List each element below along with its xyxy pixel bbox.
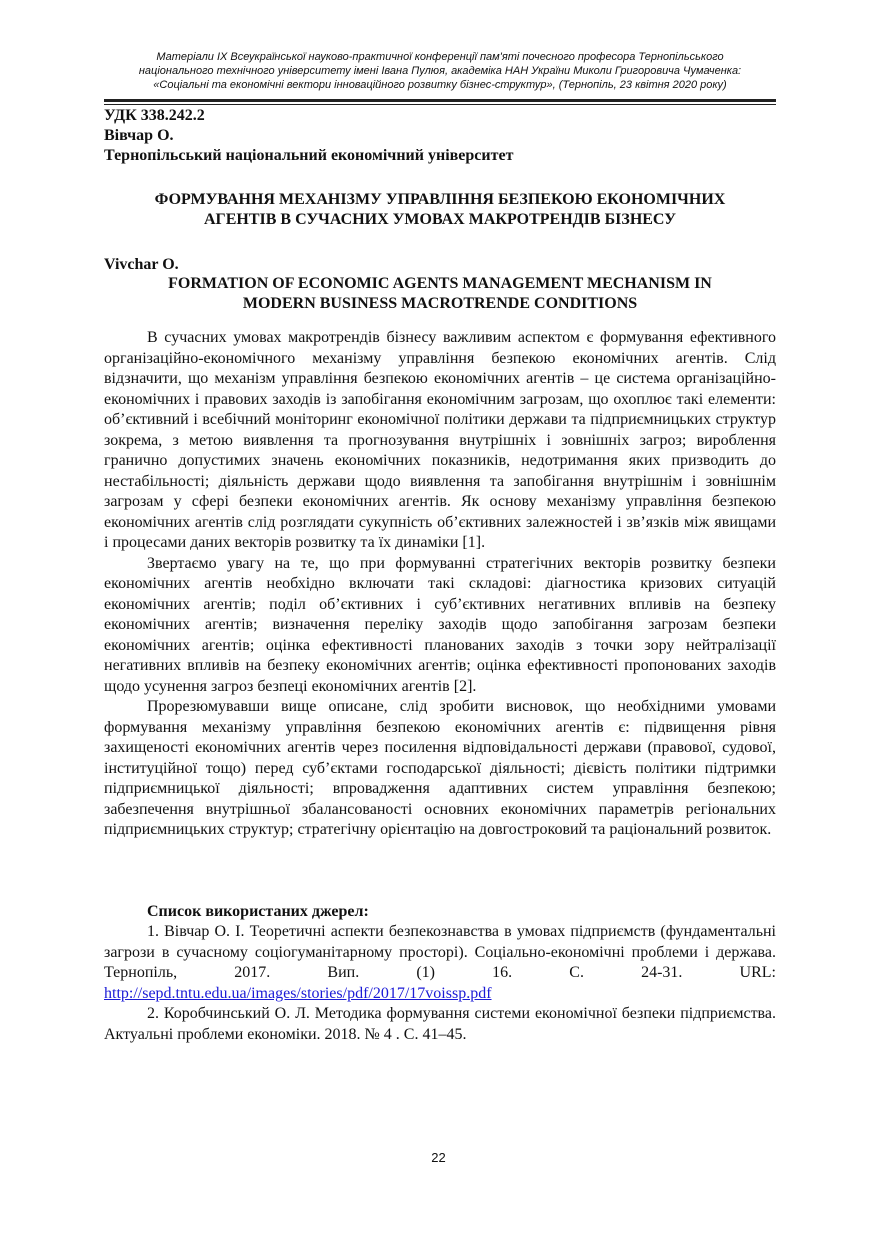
article-body [104, 328, 776, 841]
running-header [100, 50, 780, 92]
reference-item-1 [104, 922, 776, 1004]
article-meta [104, 106, 513, 166]
body-paragraph-3: Прорезюмувавши вище описане, слід зробити висновок, що необхідними умовами формування механізму управління безпекою економічних агентів є: підвищення рівня захищеності економічних агентів через посилення відповідальності держави (правової, судової, інституційної тощо) перед суб’єктами господарської діяльності; дієвість політики підтримки підприємницької діяльності; впровадження адаптивних систем управління безпекою; забезпечення внутрішньої збалансованості основних економічних параметрів регіональних підприємницьких структур; стратегічну орієнтацію на довгостроковий та раціональний розвиток. [104, 698, 776, 838]
body-paragraph-2: Звертаємо увагу на те, що при формуванні стратегічних векторів розвитку безпеки економічних агентів необхідно включати такі складові: діагностика кризових ситуацій економічних агентів; поділ об’єктивних і суб’єктивних негативних впливів на безпеку економічних агентів; визначення переліку заходів щодо запобігання загрозам безпеки економічних агентів; оцінка ефективності планованих заходів з точки зору нейтралізації негативних впливів на безпеку економічних агентів; оцінка ефективності пропонованих заходів щодо усунення загроз безпеці економічних агентів [2]. [104, 554, 776, 695]
title-ua-line-2: АГЕНТІВ В СУЧАСНИХ УМОВАХ МАКРОТРЕНДІВ БІЗНЕСУ [203, 211, 677, 228]
title-en-line-1: FORMATION OF ECONOMIC AGENTS MANAGEMENT MECHANISM IN [168, 275, 712, 292]
affiliation: Тернопільський національний економічний університет [104, 147, 514, 164]
header-line-1: Матеріали IX Всеукраїнської науково-практичної конференції пам'яті почесного професора Тернопільського [156, 51, 724, 63]
header-divider-thin [104, 104, 776, 105]
body-paragraph-1: В сучасних умовах макротрендів бізнесу важливим аспектом є формування ефективного організаційно-економічного механізму управління безпекою економічних агентів. Слід відзначити, що механізм управління безпекою економічних агентів – це система організаційно-економічних і правових заходів із запобігання економічним загрозам, що охоплює такі елементи: об’єктивний і всебічний моніторинг економічної політики держави та підприємницьких структур зокрема, з метою виявлення та прогнозування внутрішніх і зовнішніх загроз; вироблення гранично допустимих значень економічних показників, недотримання яких призводить до нестабільності; діяльність держави щодо виявлення та запобігання внутрішнім і зовнішнім загрозам у сфері безпеки економічних агентів. Як основу механізму управління безпекою економічних агентів слід розглядати сукупність об’єктивних залежностей і зв’язків між явищами і процесами даних векторів розвитку та їх динаміки [1]. [104, 329, 776, 551]
references-heading: Список використаних джерел: [147, 903, 369, 920]
title-en-line-2: MODERN BUSINESS MACROTRENDE CONDITIONS [242, 295, 638, 312]
page-number: 22 [431, 1150, 446, 1165]
reference-1-text: 1. Вівчар О. І. Теоретичні аспекти безпекознавства в умовах підприємств (фундаментальні загрози в сучасному соціогуманітарному просторі). Соціально-економічні проблеми і держава. Тернопіль, 2017. Вип. (1) 16. С. 24-31. URL: [104, 923, 776, 981]
reference-item-2: 2. Коробчинський О. Л. Методика формування системи економічної безпеки підприємства. Актуальні проблеми економіки. 2018. № 4 . С. 41–45. [104, 1005, 776, 1043]
title-ukrainian [104, 190, 776, 230]
header-line-3: «Соціальні та економічні вектори інноваційного розвитку бізнес-структур», (Тернопіль, 23 квітня 2020 року) [153, 79, 727, 91]
header-divider-thick [104, 99, 776, 102]
references-list [104, 922, 776, 1045]
header-line-2: національного технічного університету імені Івана Пулюя, академіка НАН України Миколи Григоровича Чумаченка: [138, 65, 742, 77]
author-ua: Вівчар О. [104, 127, 174, 144]
author-english: Vivchar O. [104, 256, 179, 273]
title-ua-line-1: ФОРМУВАННЯ МЕХАНІЗМУ УПРАВЛІННЯ БЕЗПЕКОЮ ЕКОНОМІЧНИХ [154, 191, 726, 208]
udk-code: УДК 338.242.2 [104, 107, 205, 124]
reference-1-link[interactable]: http://sepd.tntu.edu.ua/images/stories/pdf/2017/17voissp.pdf [104, 984, 492, 1002]
title-english [104, 274, 776, 314]
